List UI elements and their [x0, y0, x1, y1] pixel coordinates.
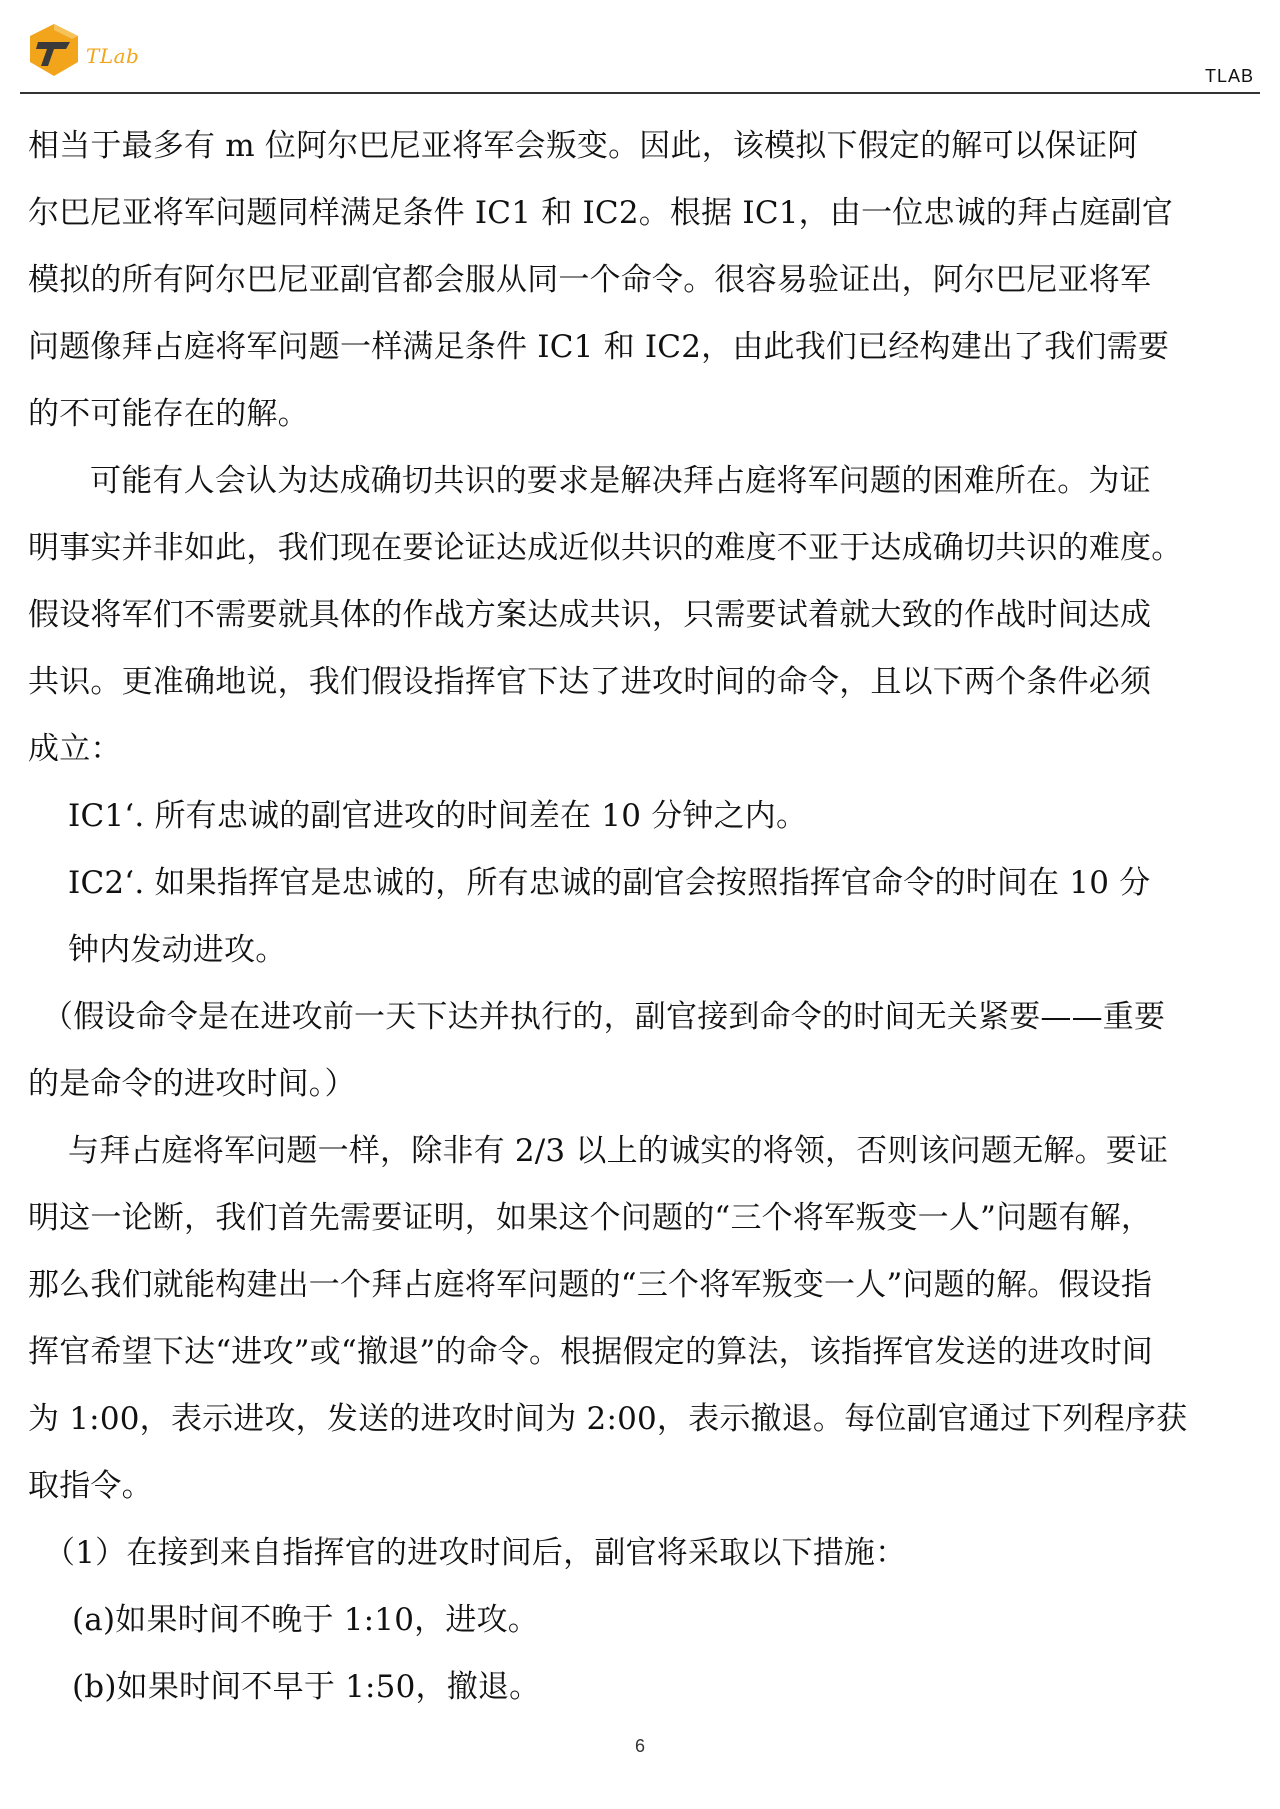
text-line: 的是命令的进攻时间。）	[28, 1066, 356, 1102]
text-line: 模拟的所有阿尔巴尼亚副官都会服从同一个命令。很容易验证出，阿尔巴尼亚将军	[28, 262, 1152, 298]
text-line: 取指令。	[28, 1468, 153, 1504]
document-body	[28, 126, 1260, 1734]
header-label: TLAB	[1204, 66, 1254, 86]
header-divider	[20, 92, 1260, 94]
text-line: 那么我们就能构建出一个拜占庭将军问题的“三个将军叛变一人”问题的解。假设指	[28, 1267, 1153, 1303]
text-line: 成立：	[28, 731, 122, 767]
text-line: 问题像拜占庭将军问题一样满足条件 IC1 和 IC2，由此我们已经构建出了我们需要	[28, 329, 1170, 365]
text-line: 明这一论断，我们首先需要证明，如果这个问题的“三个将军叛变一人”问题有解，	[28, 1200, 1153, 1236]
condition-ic2-cont: 钟内发动进攻。	[68, 932, 287, 968]
paragraph-start: 可能有人会认为达成确切共识的要求是解决拜占庭将军问题的困难所在。为证	[90, 463, 1151, 499]
step-1a: (a)如果时间不晚于 1:10，进攻。	[72, 1602, 539, 1638]
brand-name: TLab	[86, 44, 140, 68]
note-line: （假设命令是在进攻前一天下达并执行的，副官接到命令的时间无关紧要——重要	[42, 999, 1166, 1035]
page-header	[0, 0, 1280, 100]
text-line: 明事实并非如此，我们现在要论证达成近似共识的难度不亚于达成确切共识的难度。	[28, 530, 1183, 566]
step-1: （1）在接到来自指挥官的进攻时间后，副官将采取以下措施：	[44, 1535, 907, 1571]
tlab-logo-icon	[24, 22, 86, 78]
condition-ic1: IC1‘. 所有忠诚的副官进攻的时间差在 10 分钟之内。	[68, 798, 808, 834]
text-line: 挥官希望下达“进攻”或“撤退”的命令。根据假定的算法，该指挥官发送的进攻时间	[28, 1334, 1153, 1370]
text-line: 共识。更准确地说，我们假设指挥官下达了进攻时间的命令，且以下两个条件必须	[28, 664, 1152, 700]
step-1b: (b)如果时间不早于 1:50，撤退。	[72, 1669, 541, 1705]
paragraph-start: 与拜占庭将军问题一样，除非有 2/3 以上的诚实的将领，否则该问题无解。要证	[68, 1133, 1169, 1169]
text-line: 为 1:00，表示进攻，发送的进攻时间为 2:00，表示撤退。每位副官通过下列程序获	[28, 1401, 1188, 1437]
text-line: 尔巴尼亚将军问题同样满足条件 IC1 和 IC2。根据 IC1，由一位忠诚的拜占庭副官	[28, 195, 1174, 231]
text-line: 假设将军们不需要就具体的作战方案达成共识，只需要试着就大致的作战时间达成	[28, 597, 1152, 633]
text-line: 的不可能存在的解。	[28, 396, 309, 432]
condition-ic2: IC2‘. 如果指挥官是忠诚的，所有忠诚的副官会按照指挥官命令的时间在 10 分	[68, 865, 1151, 901]
text-line: 相当于最多有 m 位阿尔巴尼亚将军会叛变。因此，该模拟下假定的解可以保证阿	[28, 128, 1139, 164]
page-number: 6	[634, 1736, 645, 1756]
